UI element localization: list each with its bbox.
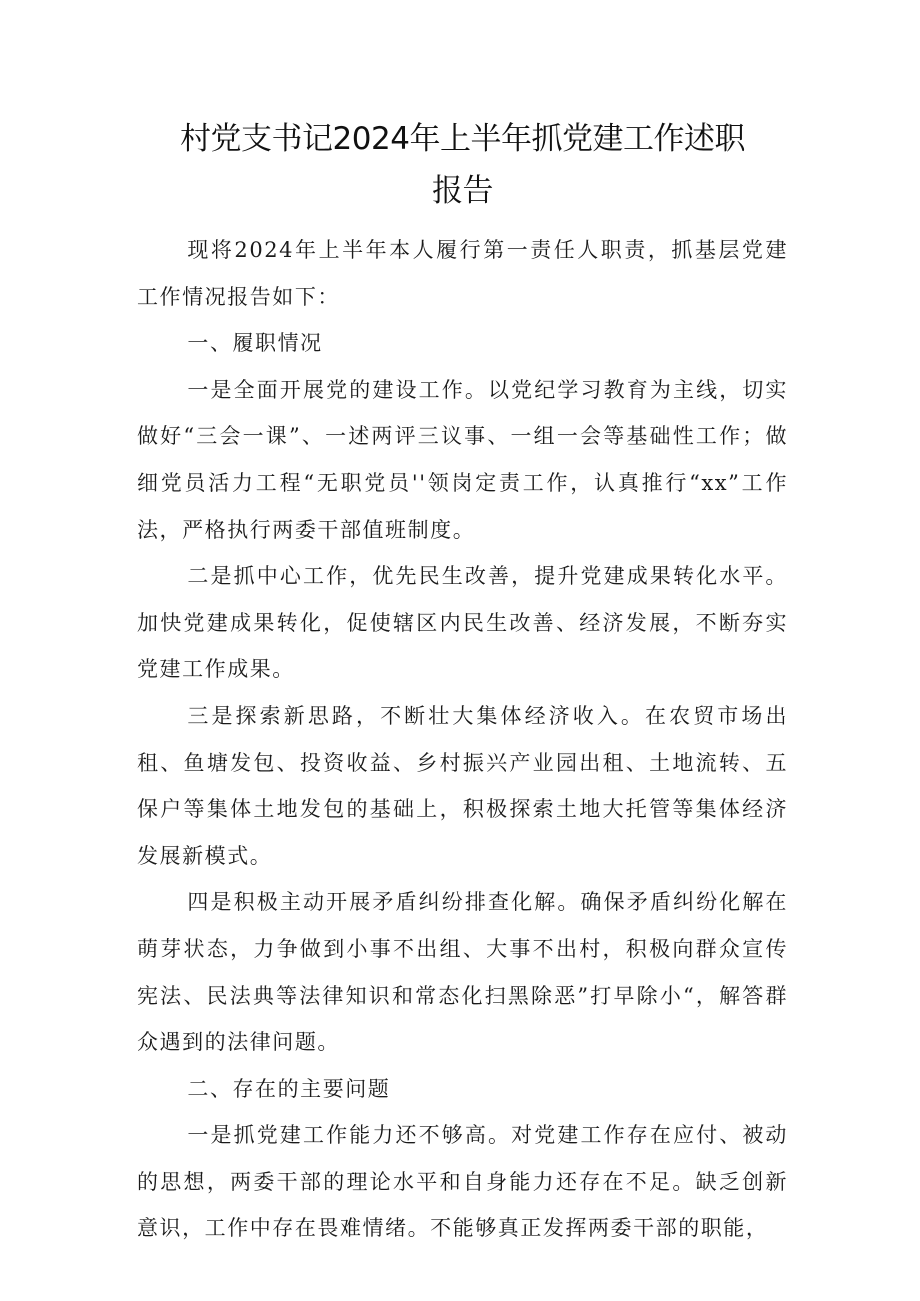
- paragraph-central-work: 二是抓中心工作，优先民生改善，提升党建成果转化水平。加快党建成果转化，促使辖区内民生改善、经济发展，不断夯实党建工作成果。: [137, 564, 788, 682]
- paragraph-intro: 现将2024年上半年本人履行第一责任人职责，抓基层党建工作情况报告如下：: [137, 238, 788, 309]
- section-heading-problems: 二、存在的主要问题: [187, 1076, 391, 1101]
- title-line-1: 村党支书记2024年上半年抓党建工作述职: [180, 121, 745, 157]
- document-title: [137, 113, 788, 217]
- paragraph-party-building: 一是全面开展党的建设工作。以党纪学习教育为主线，切实做好“三会一课”、一述两评三议事、一组一会等基础性工作；做细党员活力工程“无职党员''领岗定责工作，认真推行“xx”工作法，严格执行两委干部值班制度。: [137, 377, 788, 542]
- paragraph-dispute-resolution: 四是积极主动开展矛盾纠纷排查化解。确保矛盾纠纷化解在萌芽状态，力争做到小事不出组、大事不出村，积极向群众宣传宪法、民法典等法律知识和常态化扫黑除恶”打早除小“，解答群众遇到的法律问题。: [137, 890, 788, 1055]
- document-body: [137, 227, 788, 1252]
- title-line-2: 报告: [432, 173, 493, 209]
- paragraph-collective-economy: 三是探索新思路，不断壮大集体经济收入。在农贸市场出租、鱼塘发包、投资收益、乡村振兴产业园出租、土地流转、五保户等集体土地发包的基础上，积极探索土地大托管等集体经济发展新模式。: [137, 703, 788, 868]
- paragraph-problem-capability: 一是抓党建工作能力还不够高。对党建工作存在应付、被动的思想，两委干部的理论水平和自身能力还存在不足。缺乏创新意识，工作中存在畏难情绪。不能够真正发挥两委干部的职能，: [137, 1123, 788, 1241]
- section-heading-performance: 一、履职情况: [187, 331, 323, 356]
